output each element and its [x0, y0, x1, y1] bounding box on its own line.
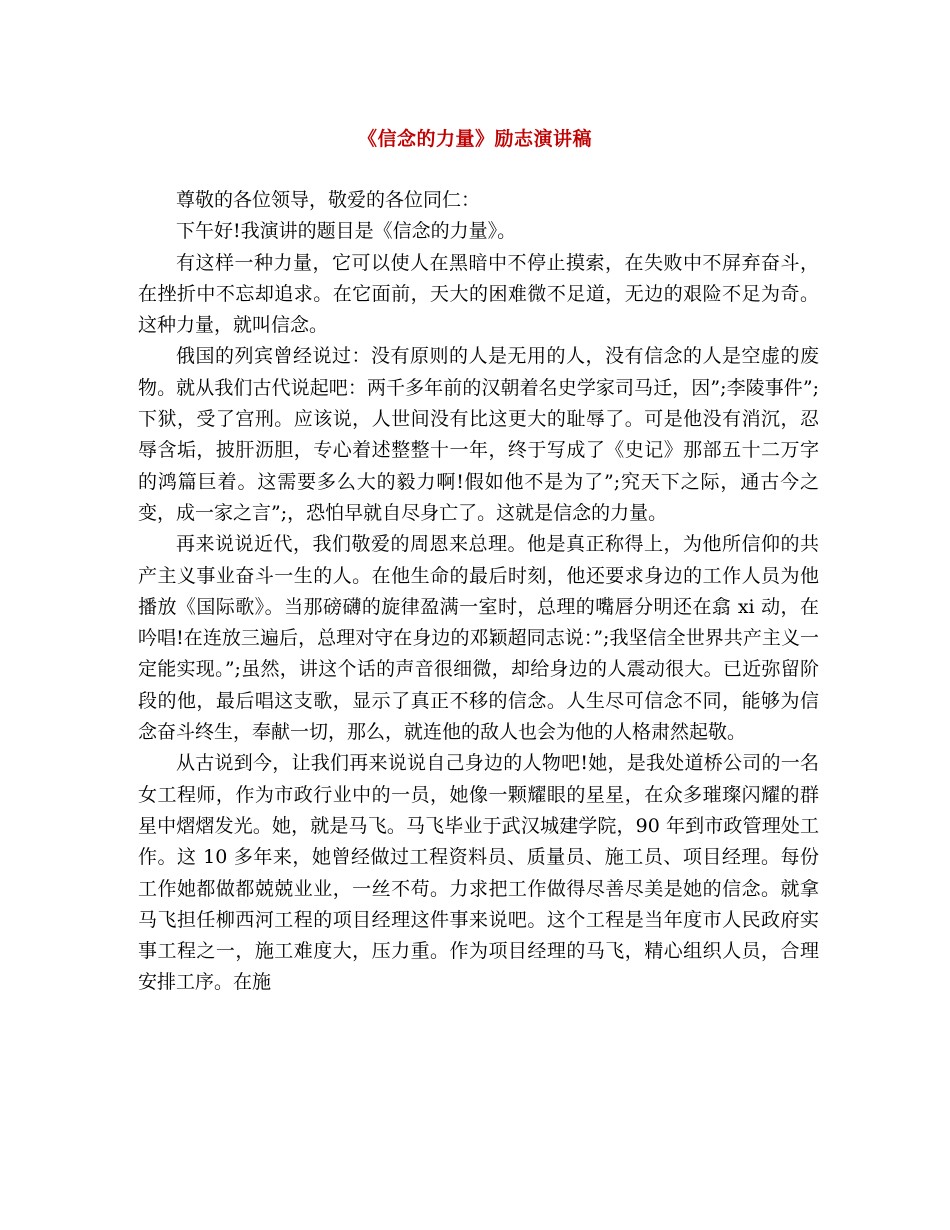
- paragraph-ma-fei: 从古说到今，让我们再来说说自己身边的人物吧!她，是我处道桥公司的一名女工程师，作为市政行业中的一员，她像一颗耀眼的星星，在众多璀璨闪耀的群星中熠熠发光。她，就是马飞。马飞毕业于武汉城建学院，90 年到市政管理处工作。这 10 多年来，她曾经做过工程资料员、质量员、施工员、项目经理。每份工作她都做都兢兢业业，一丝不苟。力求把工作做得尽善尽美是她的信念。就拿马飞担任柳西河工程的项目经理这件事来说吧。这个工程是当年度市人民政府实事工程之一，施工难度大，压力重。作为项目经理的马飞，精心组织人员，合理安排工序。在施: [138, 752, 819, 994]
- paragraph-sima-qian: 俄国的列宾曾经说过：没有原则的人是无用的人，没有信念的人是空虚的废物。就从我们古代说起吧：两千多年前的汉朝着名史学家司马迁，因”;李陵事件”;下狱，受了宫刑。应该说，人世间没有比这更大的耻辱了。可是他没有消沉，忍辱含垢，披肝沥胆，专心着述整整十一年，终于写成了《史记》那部五十二万字的鸿篇巨着。这需要多么大的毅力啊!假如他不是为了”;究天下之际，通古今之变，成一家之言”;，恐怕早就自尽身亡了。这就是信念的力量。: [138, 345, 819, 524]
- document-body: [138, 185, 819, 999]
- paragraph-zhou-enlai: 再来说说近代，我们敬爱的周恩来总理。他是真正称得上，为他所信仰的共产主义事业奋斗一生的人。在他生命的最后时刻，他还要求身边的工作人员为他播放《国际歌》。当那磅礴的旋律盈满一室时，总理的嘴唇分明还在翕 xi 动，在吟唱!在连放三遍后，总理对守在身边的邓颖超同志说：”;我坚信全世界共产主义一定能实现。”;虽然，讲这个话的声音很细微，却给身边的人震动很大。已近弥留阶段的他，最后唱这支歌，显示了真正不移的信念。人生尽可信念不同，能够为信念奋斗终生，奉献一切，那么，就连他的敌人也会为他的人格肃然起敬。: [138, 533, 819, 744]
- paragraph-salutation: 尊敬的各位领导，敬爱的各位同仁：: [176, 189, 481, 211]
- document-title: 《信念的力量》励志演讲稿: [357, 128, 592, 150]
- paragraph-greeting: 下午好!我演讲的题目是《信念的力量》。: [176, 220, 517, 243]
- paragraph-intro: 有这样一种力量，它可以使人在黑暗中不停止摸索，在失败中不屏弃奋斗，在挫折中不忘却追求。在它面前，天大的困难微不足道，无边的艰险不足为奇。这种力量，就叫信念。: [138, 251, 819, 337]
